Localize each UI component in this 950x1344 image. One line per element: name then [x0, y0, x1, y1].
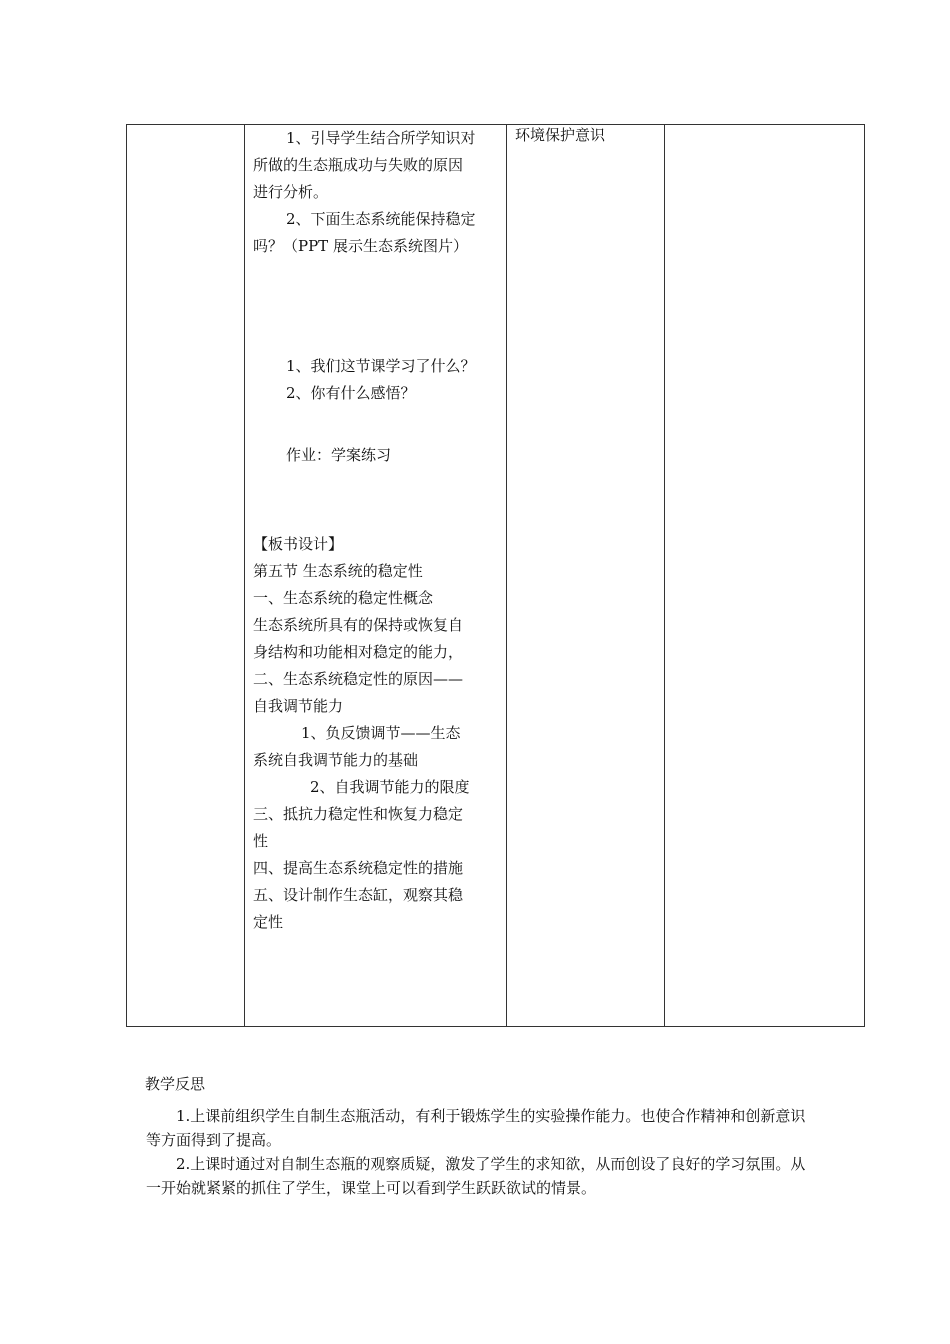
table-cell-empty-left [127, 125, 245, 1027]
summary-line: 1、我们这节课学习了什么？ [286, 357, 476, 375]
board-design-sub-item: 1、负反馈调节——生态 [301, 724, 461, 742]
teaching-reflection [145, 1072, 815, 1200]
teaching-activities-content [245, 125, 506, 936]
design-intent-text: 环境保护意识 [515, 126, 606, 144]
table-cell-teaching-activities [245, 125, 507, 1027]
guidance-line: 进行分析。 [253, 183, 329, 201]
board-design-sub-item: 2、自我调节能力的限度 [310, 778, 470, 796]
design-intent-content [507, 125, 664, 145]
reflection-paragraph: 1.上课前组织学生自制生态瓶活动，有利于锻炼学生的实验操作能力。也使合作精神和创新意识等方面得到了提高。 [146, 1107, 806, 1149]
board-design-item: 定性 [253, 913, 284, 931]
board-design-item: 一、生态系统的稳定性概念 [253, 589, 434, 607]
spacer [253, 260, 498, 353]
table-cell-design-intent [507, 125, 665, 1027]
board-design-item: 二、生态系统稳定性的原因—— [253, 670, 464, 688]
board-design-section-title: 第五节 生态系统的稳定性 [253, 562, 423, 580]
guidance-line: 1、引导学生结合所学知识对 [286, 129, 476, 147]
board-design-item: 性 [253, 832, 269, 850]
guidance-line: 所做的生态瓶成功与失败的原因 [253, 156, 464, 174]
board-design-item: 五、设计制作生态缸，观察其稳 [253, 886, 464, 904]
board-design-item: 生态系统所具有的保持或恢复自 [253, 616, 464, 634]
board-design-heading: 【板书设计】 [253, 535, 344, 553]
board-design-item: 三、抵抗力稳定性和恢复力稳定 [253, 805, 464, 823]
board-design-item: 四、提高生态系统稳定性的措施 [253, 859, 464, 877]
table-cell-empty-right [665, 125, 865, 1027]
question-line: 吗？（PPT 展示生态系统图片） [253, 237, 468, 255]
question-line: 2、下面生态系统能保持稳定 [286, 210, 476, 228]
summary-line: 2、你有什么感悟？ [286, 384, 416, 402]
lesson-plan-table [126, 124, 865, 1027]
reflection-title: 教学反思 [145, 1075, 206, 1093]
homework-line: 作业：学案练习 [286, 446, 392, 464]
board-design-item: 身结构和功能相对稳定的能力， [253, 643, 464, 661]
reflection-paragraph: 2.上课时通过对自制生态瓶的观察质疑，激发了学生的求知欲，从而创设了良好的学习氛围。从一开始就紧紧的抓住了学生，课堂上可以看到学生跃跃欲试的情景。 [146, 1155, 806, 1197]
table-row [127, 125, 865, 1027]
board-design-item: 自我调节能力 [253, 697, 344, 715]
board-design-sub-item: 系统自我调节能力的基础 [253, 751, 419, 769]
spacer [253, 469, 498, 531]
spacer [253, 407, 498, 442]
